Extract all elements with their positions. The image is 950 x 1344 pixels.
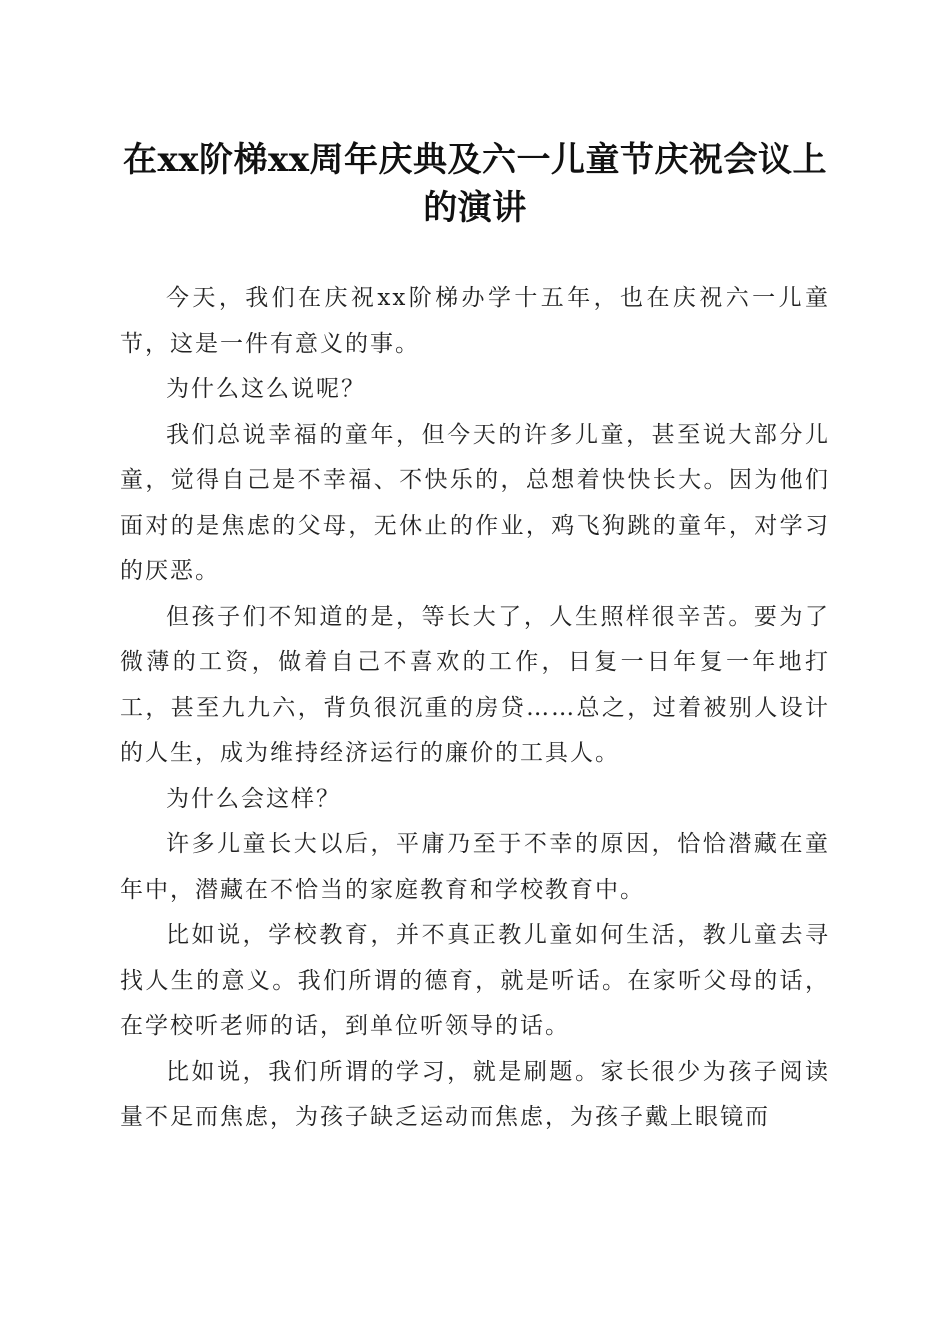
document-body: [120, 276, 830, 1141]
paragraph: 为什么会这样？: [166, 785, 341, 812]
document-title: 在xx阶梯xx周年庆典及六一儿童节庆祝会议上的演讲: [122, 140, 828, 228]
paragraph: 今天，我们在庆祝xx阶梯办学十五年，也在庆祝六一儿童节，这是一件有意义的事。: [120, 285, 830, 357]
paragraph: 比如说，我们所谓的学习，就是刷题。家长很少为孩子阅读量不足而焦虑，为孩子缺乏运动而焦虑，为孩子戴上眼镜而: [120, 1058, 830, 1130]
paragraph: 为什么这么说呢？: [166, 376, 366, 402]
paragraph: 许多儿童长大以后，平庸乃至于不幸的原因，恰恰潜藏在童年中，潜藏在不恰当的家庭教育和学校教育中。: [120, 831, 830, 903]
paragraph: 但孩子们不知道的是，等长大了，人生照样很辛苦。要为了微薄的工资，做着自己不喜欢的工作，日复一日年复一年地打工，甚至九九六，背负很沉重的房贷……总之，过着被别人设计的人生，成为维持经济运行的廉价的工具人。: [120, 603, 830, 766]
paragraph: 比如说，学校教育，并不真正教儿童如何生活，教儿童去寻找人生的意义。我们所谓的德育，就是听话。在家听父母的话，在学校听老师的话，到单位听领导的话。: [120, 922, 830, 1039]
paragraph: 我们总说幸福的童年，但今天的许多儿童，甚至说大部分儿童，觉得自己是不幸福、不快乐的，总想着快快长大。因为他们面对的是焦虑的父母，无休止的作业，鸡飞狗跳的童年，对学习的厌恶。: [120, 421, 830, 584]
